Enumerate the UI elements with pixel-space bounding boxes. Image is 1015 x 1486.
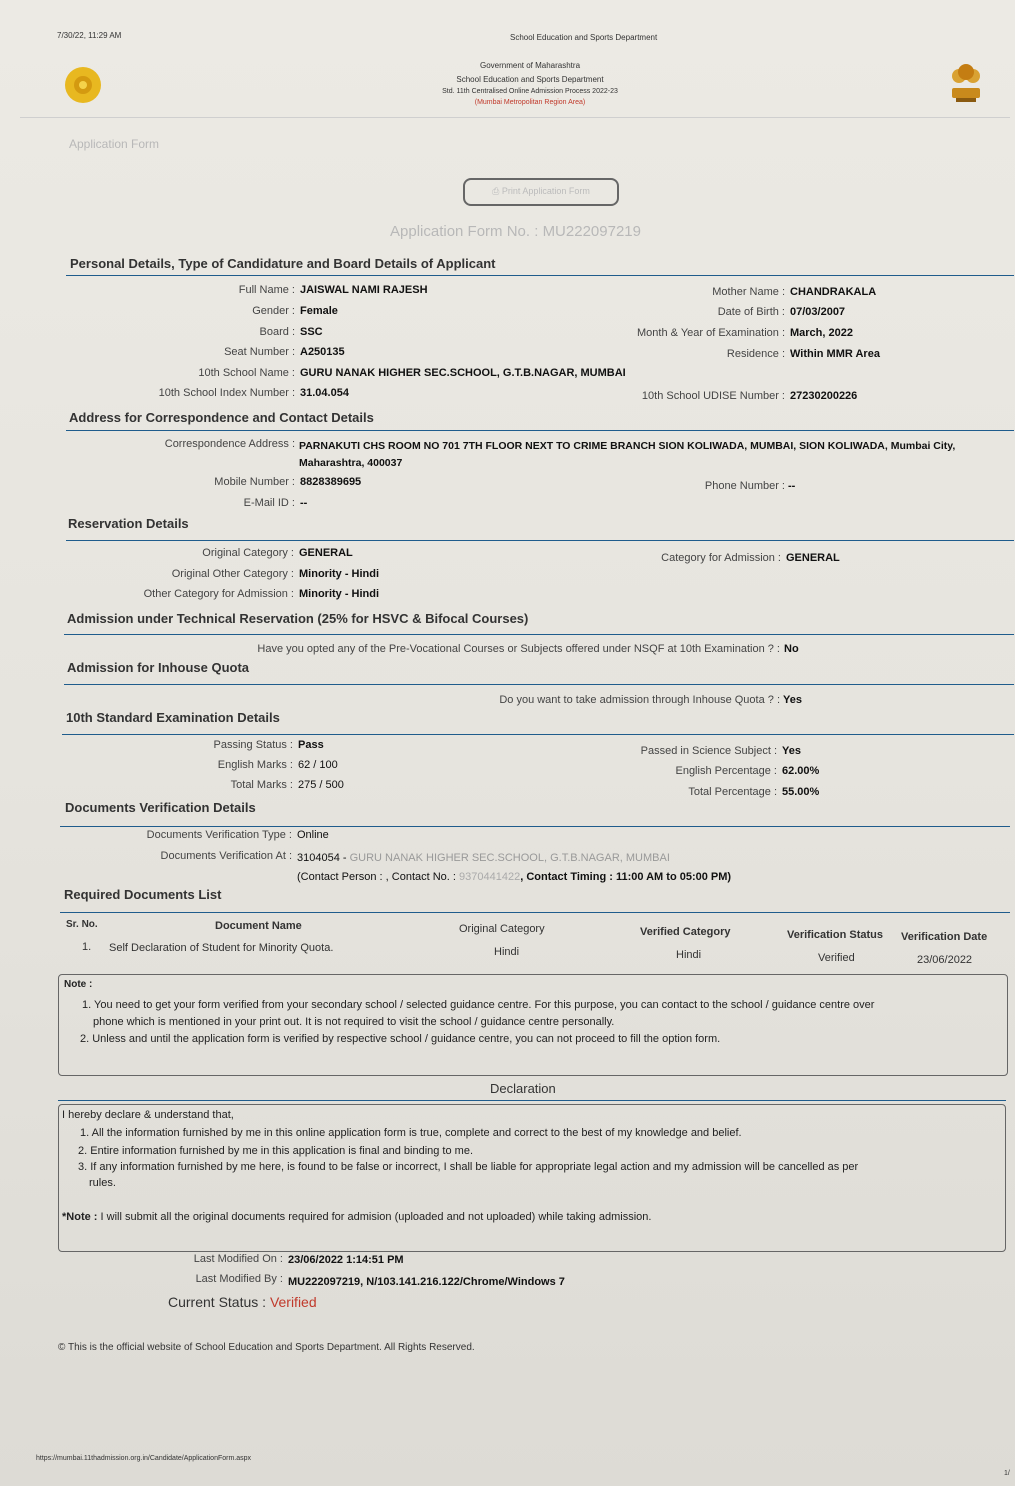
verification-type-label: Documents Verification Type :: [146, 829, 292, 841]
full-name-value: JAISWAL NAMI RAJESH: [300, 284, 428, 296]
correspondence-address-line1: PARNAKUTI CHS ROOM NO 701 7TH FLOOR NEXT TO CRIME BRANCH SION KOLIWADA, MUMBAI, SION KOLIWADA, Mumbai City,: [299, 440, 956, 452]
udise-value: 27230200226: [790, 390, 858, 402]
exam-month-label: Month & Year of Examination :: [637, 327, 785, 339]
table-header-verification-date: Verification Date: [901, 931, 988, 943]
correspondence-address-line2: Maharashtra, 400037: [299, 457, 403, 469]
seat-number-label: Seat Number :: [224, 346, 295, 358]
exam-section-title: 10th Standard Examination Details: [66, 710, 280, 725]
note-line-1b: phone which is mentioned in your print out. It is not required to visit the school / guidance centre personally.: [93, 1016, 615, 1028]
page-number: 1/: [1004, 1470, 1010, 1477]
mother-name-label: Mother Name :: [712, 286, 785, 298]
note-line-2: 2. Unless and until the application form is verified by respective school / guidance centre, you can not proceed to fill the option form.: [80, 1033, 721, 1045]
print-application-button[interactable]: ⎙ Print Application Form: [463, 178, 619, 206]
page-url-link[interactable]: https://mumbai.11thadmission.org.in/Candidate/ApplicationForm.aspx: [36, 1455, 252, 1462]
table-cell-srno: 1.: [82, 941, 92, 953]
phone-number-label: Phone Number :: [704, 480, 785, 492]
last-modified-by-label: Last Modified By :: [195, 1273, 283, 1285]
verification-at-value: 3104054 - GURU NANAK HIGHER SEC.SCHOOL, G.T.B.NAGAR, MUMBAI: [297, 852, 670, 864]
declaration-point-2: 2. Entire information furnished by me in this application is final and binding to me.: [78, 1145, 473, 1157]
other-category-admission-value: Minority - Hindi: [299, 588, 380, 600]
section-line: [66, 275, 1014, 276]
header-process: Std. 11th Centralised Online Admission Process 2022-23: [442, 88, 618, 95]
table-cell-original-category: Hindi: [494, 946, 520, 958]
mother-name-value: CHANDRAKALA: [790, 286, 877, 298]
declaration-point-1: 1. All the information furnished by me in this online application form is true, complete and correct to the best of my knowledge and belief.: [80, 1127, 742, 1139]
table-header-original-category: Original Category: [459, 923, 545, 935]
section-line: [58, 1100, 1006, 1101]
phone-number-value: --: [788, 480, 796, 492]
table-cell-verification-date: 23/06/2022: [917, 954, 973, 966]
email-label: E-Mail ID :: [243, 497, 295, 509]
correspondence-address-label: Correspondence Address :: [164, 438, 295, 450]
board-value: SSC: [300, 326, 323, 338]
category-admission-label: Category for Admission :: [661, 552, 781, 564]
total-percentage-value: 55.00%: [782, 786, 820, 798]
section-line: [66, 430, 1014, 431]
inhouse-section-title: Admission for Inhouse Quota: [67, 660, 250, 675]
department-logo-icon: [64, 66, 102, 104]
original-category-value: GENERAL: [299, 547, 353, 559]
residence-value: Within MMR Area: [790, 348, 880, 360]
page-heading: Application Form: [69, 137, 160, 151]
category-admission-value: GENERAL: [786, 552, 840, 564]
total-marks-value: 275 / 500: [298, 779, 344, 791]
email-value: --: [300, 497, 308, 509]
last-modified-on-label: Last Modified On :: [193, 1253, 283, 1265]
inhouse-answer: Yes: [783, 694, 802, 706]
original-category-label: Original Category :: [202, 547, 294, 559]
table-cell-document: Self Declaration of Student for Minority Quota.: [109, 942, 334, 954]
table-header-verified-category: Verified Category: [640, 926, 731, 938]
note-line-1a: 1. You need to get your form verified from your secondary school / selected guidance centre. For this purpose, you can contact to the school / guidance centre over: [82, 999, 875, 1011]
residence-label: Residence :: [726, 348, 785, 360]
docver-section-title: Documents Verification Details: [65, 800, 256, 815]
seat-number-value: A250135: [300, 346, 345, 358]
last-modified-on-value: 23/06/2022 1:14:51 PM: [288, 1254, 404, 1266]
header-government: Government of Maharashtra: [479, 61, 581, 70]
english-marks-value: 62 / 100: [298, 759, 338, 771]
reservation-section-title: Reservation Details: [68, 516, 189, 531]
declaration-title: Declaration: [490, 1081, 556, 1096]
printer-icon: ⎙: [492, 186, 502, 196]
inhouse-question: Do you want to take admission through Inhouse Quota ? :: [499, 694, 780, 706]
gender-value: Female: [300, 305, 338, 317]
passing-status-label: Passing Status :: [213, 739, 293, 751]
personal-section-title: Personal Details, Type of Candidature and Board Details of Applicant: [70, 256, 496, 271]
last-modified-by-value: MU222097219, N/103.141.216.122/Chrome/Windows 7: [288, 1276, 565, 1288]
note-title: Note :: [64, 979, 93, 990]
declaration-point-3a: 3. If any information furnished by me here, is found to be false or incorrect, I shall be liable for appropriate legal action and my admission will be cancelled as per: [78, 1161, 859, 1173]
gender-label: Gender :: [252, 305, 295, 317]
science-pass-value: Yes: [782, 745, 801, 757]
declaration-intro: I hereby declare & understand that,: [62, 1109, 234, 1121]
declaration-note: *Note : I will submit all the original documents required for admision (uploaded and not uploaded) while taking admission.: [62, 1211, 652, 1223]
verification-at-label: Documents Verification At :: [160, 850, 292, 862]
section-line: [60, 912, 1010, 913]
state-emblem-icon: [944, 58, 988, 104]
header-department: School Education and Sports Department: [456, 75, 604, 84]
school-name-value: GURU NANAK HIGHER SEC.SCHOOL, G.T.B.NAGAR, MUMBAI: [300, 367, 626, 379]
english-percentage-label: English Percentage :: [675, 765, 777, 777]
full-name-label: Full Name :: [238, 284, 295, 296]
print-datetime: 7/30/22, 11:29 AM: [57, 31, 122, 40]
section-line: [62, 734, 1014, 735]
exam-month-value: March, 2022: [790, 327, 853, 339]
section-line: [64, 634, 1014, 635]
application-form-number: Application Form No. : MU222097219: [390, 223, 641, 240]
mobile-number-value: 8828389695: [300, 476, 362, 488]
section-line: [66, 540, 1014, 541]
science-pass-label: Passed in Science Subject :: [640, 745, 777, 757]
nsqf-answer: No: [784, 643, 799, 655]
english-percentage-value: 62.00%: [782, 765, 820, 777]
section-line: [64, 684, 1014, 685]
table-header-document: Document Name: [215, 920, 302, 932]
reqdocs-section-title: Required Documents List: [64, 887, 222, 902]
table-cell-verified-category: Hindi: [676, 949, 702, 961]
dob-label: Date of Birth :: [717, 306, 785, 318]
current-status: Current Status : Verified: [168, 1294, 317, 1310]
original-other-category-label: Original Other Category :: [171, 568, 294, 580]
passing-status-value: Pass: [298, 739, 324, 751]
school-name-label: 10th School Name :: [198, 367, 295, 379]
table-header-srno: Sr. No.: [66, 919, 98, 930]
dob-value: 07/03/2007: [790, 306, 846, 318]
table-header-verification-status: Verification Status: [787, 929, 883, 941]
technical-section-title: Admission under Technical Reservation (25% for HSVC & Bifocal Courses): [67, 611, 529, 626]
copyright-notice: © This is the official website of School Education and Sports Department. All Rights Reserved.: [58, 1342, 475, 1353]
total-marks-label: Total Marks :: [230, 779, 293, 791]
mobile-number-label: Mobile Number :: [214, 476, 295, 488]
header-region: (Mumbai Metropolitan Region Area): [474, 99, 586, 106]
school-index-label: 10th School Index Number :: [158, 387, 295, 399]
header-divider: [20, 117, 1010, 118]
declaration-point-3b: rules.: [89, 1177, 116, 1189]
verification-contact: (Contact Person : , Contact No. : 9370441422, Contact Timing : 11:00 AM to 05:00 PM): [297, 871, 732, 883]
section-line: [60, 826, 1010, 827]
school-index-value: 31.04.054: [300, 387, 349, 399]
total-percentage-label: Total Percentage :: [688, 786, 777, 798]
other-category-admission-label: Other Category for Admission :: [143, 588, 294, 600]
udise-label: 10th School UDISE Number :: [641, 390, 785, 402]
verification-type-value: Online: [297, 829, 329, 841]
table-cell-verification-status: Verified: [818, 952, 855, 964]
original-other-category-value: Minority - Hindi: [299, 568, 380, 580]
board-label: Board :: [259, 326, 295, 338]
english-marks-label: English Marks :: [217, 759, 293, 771]
address-section-title: Address for Correspondence and Contact Details: [69, 410, 374, 425]
print-site-title: School Education and Sports Department: [510, 33, 658, 42]
nsqf-question: Have you opted any of the Pre-Vocational Courses or Subjects offered under NSQF at 10th Examination ? :: [257, 643, 780, 655]
